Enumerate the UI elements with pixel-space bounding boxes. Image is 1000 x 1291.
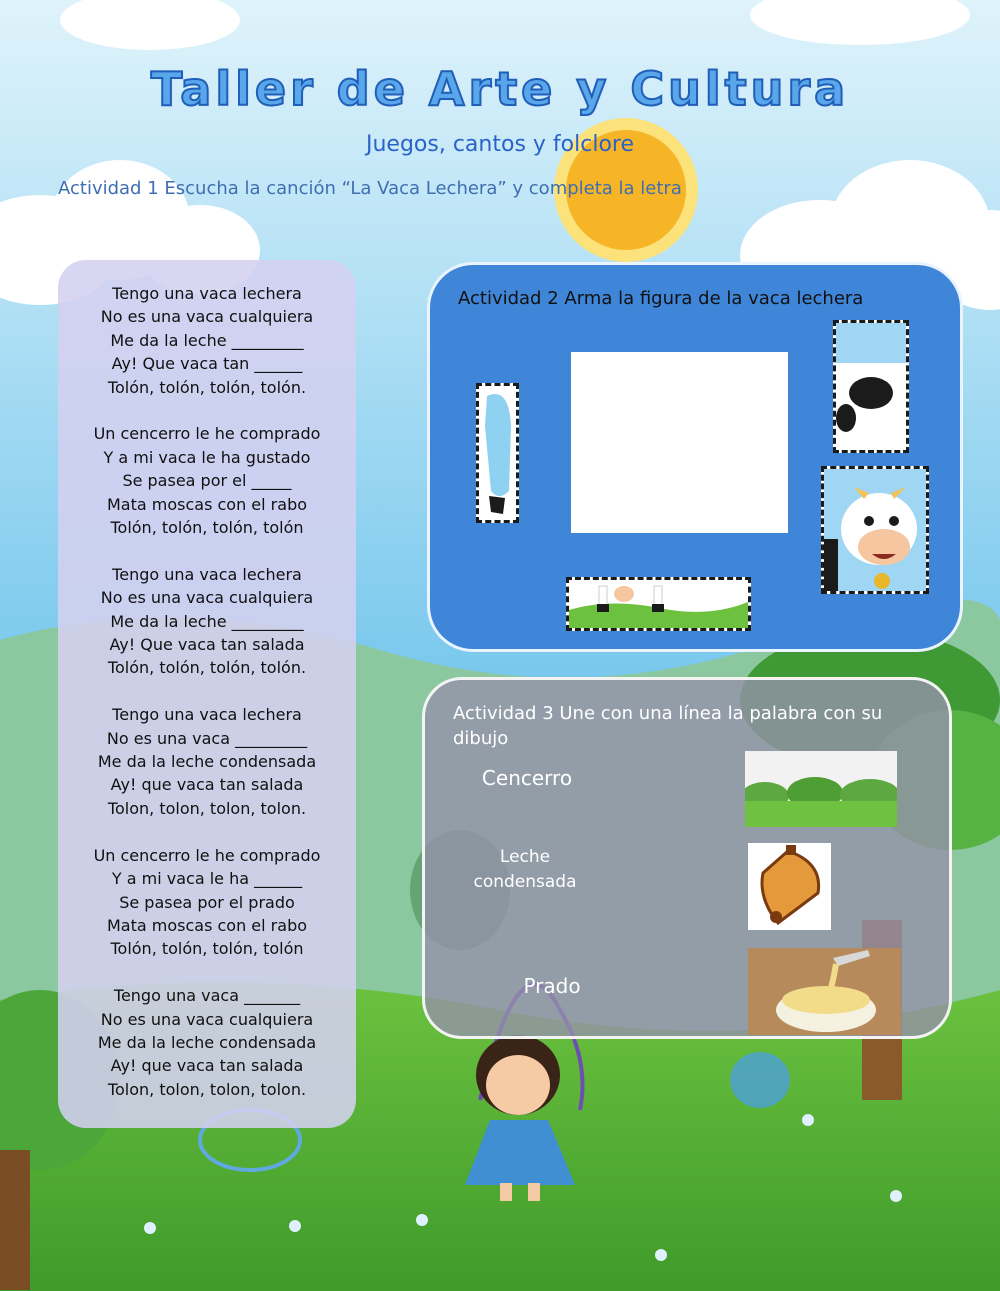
- lyric-line-blank[interactable]: Me da la leche _________: [110, 611, 304, 631]
- lyric-line: Me da la leche condensada: [97, 1032, 317, 1052]
- lyric-line-blank[interactable]: Ay! Que vaca tan ______: [111, 354, 303, 374]
- cow-feet-grass-image: [569, 580, 748, 628]
- lyric-line-blank[interactable]: No es una vaca _________: [106, 728, 308, 748]
- page-title: Taller de Arte y Cultura: [150, 62, 850, 116]
- condensed-milk-image: [748, 948, 901, 1035]
- stanza: [58, 703, 356, 820]
- meadow-picture[interactable]: [745, 751, 897, 827]
- word-prado[interactable]: Prado: [523, 974, 581, 998]
- lyric-line: Tolón, tolón, tolón, tolón.: [107, 377, 307, 397]
- puzzle-piece-leg[interactable]: [476, 383, 519, 523]
- cow-head-image: [824, 469, 926, 591]
- lyric-line: Ay! que vaca tan salada: [110, 775, 304, 795]
- stanza: [58, 282, 356, 399]
- lyric-line: Y a mi vaca le ha gustado: [103, 447, 311, 467]
- puzzle-piece-grass[interactable]: [566, 577, 751, 631]
- cow-body-image: [836, 323, 906, 450]
- word-cencerro[interactable]: Cencerro: [481, 766, 573, 790]
- lyric-line-blank[interactable]: Y a mi vaca le ha ______: [111, 869, 303, 889]
- lyric-line-blank[interactable]: Tengo una vaca _______: [113, 986, 301, 1006]
- stanza: [58, 563, 356, 680]
- lyric-line: No es una vaca cualquiera: [100, 307, 314, 327]
- puzzle-piece-body[interactable]: [833, 320, 909, 453]
- stanza: [58, 984, 356, 1101]
- word-leche-condensada[interactable]: [466, 845, 584, 895]
- word-leche-line2: condensada: [473, 872, 577, 892]
- lyric-line: Tolon, tolon, tolon, tolon.: [107, 798, 307, 818]
- lyric-line: Un cencerro le he comprado: [93, 845, 321, 865]
- puzzle-piece-head[interactable]: [821, 466, 929, 594]
- lyric-line-blank[interactable]: Se pasea por el _____: [122, 471, 292, 491]
- lyric-line: Tengo una vaca lechera: [112, 284, 302, 303]
- lyric-line: Me da la leche condensada: [97, 752, 317, 772]
- lyric-line: Ay! Que vaca tan salada: [109, 635, 305, 655]
- condensed-milk-picture[interactable]: [748, 948, 901, 1035]
- activity1-instruction: Actividad 1 Escucha la canción “La Vaca Lechera” y completa la letra: [58, 178, 682, 199]
- lyric-line: Ay! que vaca tan salada: [110, 1056, 304, 1076]
- song-lyrics: [58, 282, 356, 1101]
- bell-image: [748, 843, 831, 930]
- lyric-line: Tolón, tolón, tolón, tolón.: [107, 658, 307, 678]
- lyric-line: No es una vaca cualquiera: [100, 1009, 314, 1029]
- stanza: [58, 844, 356, 961]
- lyric-line: No es una vaca cualquiera: [100, 588, 314, 608]
- lyric-line: Tolon, tolon, tolon, tolon.: [107, 1079, 307, 1099]
- word-leche-line1: Leche: [499, 847, 551, 867]
- lyric-line: Tolón, tolón, tolón, tolón: [110, 939, 304, 959]
- lyric-line: Tengo una vaca lechera: [112, 564, 302, 584]
- lyric-line: Mata moscas con el rabo: [106, 915, 308, 935]
- puzzle-drop-area[interactable]: [571, 352, 788, 533]
- activity2-title: Actividad 2 Arma la figura de la vaca lechera: [458, 288, 864, 309]
- lyric-line: Se pasea por el prado: [119, 892, 295, 912]
- cow-leg-image: [479, 386, 516, 520]
- lyric-line: Tengo una vaca lechera: [112, 705, 302, 725]
- meadow-image: [745, 751, 897, 827]
- lyric-line: Tolón, tolón, tolón, tolón: [110, 518, 304, 538]
- lyric-line: Mata moscas con el rabo: [106, 494, 308, 514]
- bell-picture[interactable]: [748, 843, 831, 930]
- lyric-line-blank[interactable]: Me da la leche _________: [110, 330, 304, 350]
- lyric-line: Un cencerro le he comprado: [93, 424, 321, 444]
- activity3-title: Actividad 3 Une con una línea la palabra con su dibujo: [453, 703, 883, 749]
- page-subtitle: Juegos, cantos y folclore: [366, 132, 634, 157]
- stanza: [58, 422, 356, 539]
